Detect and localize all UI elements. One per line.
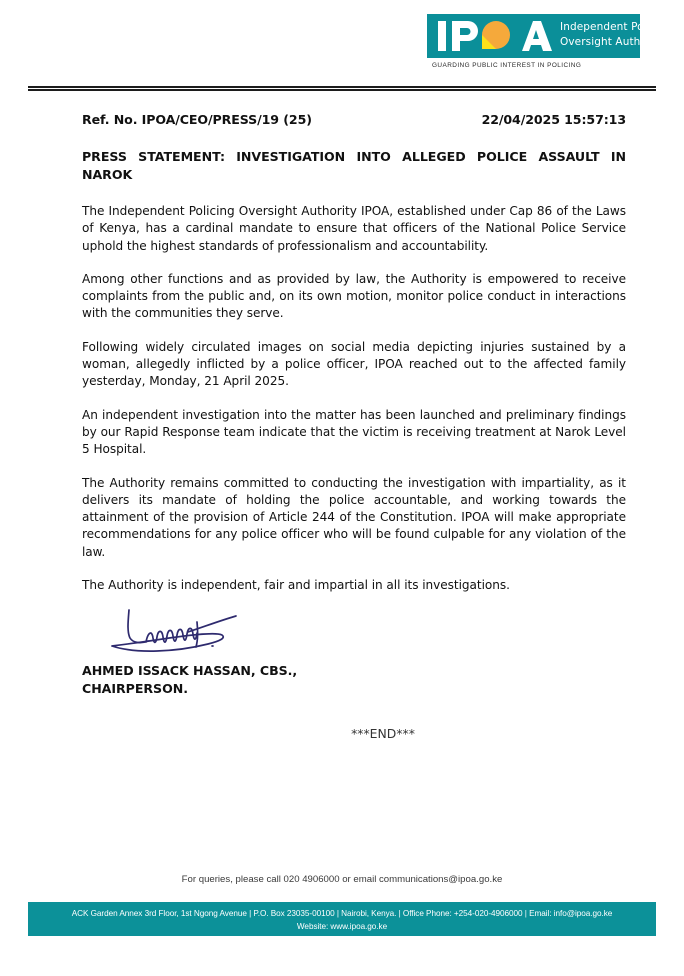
reference-line [82,112,626,127]
body-paragraph: The Independent Policing Oversight Authority IPOA, established under Cap 86 of the Laws of Kenya, has a cardinal mandate to ensure that officers of the National Police Service uphold the highest standards of professionalism and accountability. [82,204,626,253]
document-header [0,0,684,80]
body-paragraph: Among other functions and as provided by law, the Authority is empowered to receive complaints from the public and, on its own motion, monitor police conduct in interactions with the communities they serve. [82,271,626,321]
body-paragraph: The Authority is independent, fair and impartial in all its investigations. [82,578,510,593]
footer-queries-line: For queries, please call 020 4906000 or email communications@ipoa.go.ke [181,874,503,885]
reference-number: Ref. No. IPOA/CEO/PRESS/19 (25) [82,112,312,127]
footer-address-line: ACK Garden Annex 3rd Floor, 1st Ngong Avenue | P.O. Box 23035-00100 | Nairobi, Kenya. | Office Phone: +254-020-4906000 | Email: info@ipoa.go.ke [71,909,613,918]
divider-line-bottom [28,89,656,91]
end-marker: ***END*** [351,726,415,741]
logo-name-line-2: Oversight Authority [560,36,665,48]
logo-name-line-1: Independent Policing [560,21,673,33]
document-body [82,112,626,610]
logo-tagline: GUARDING PUBLIC INTEREST IN POLICING [432,62,582,69]
body-paragraph: An independent investigation into the matter has been launched and preliminary findings by our Rapid Response team indicate that the victim is receiving treatment at Narok Level 5 Hospital. [82,407,626,457]
handwritten-signature-icon [96,602,296,658]
ipoa-logo [427,14,673,76]
signer-name: AHMED ISSACK HASSAN, CBS., [82,663,298,678]
signer-title: CHAIRPERSON. [82,681,188,696]
signer-name-block [82,662,626,698]
divider-line-top [28,86,656,88]
body-paragraph: The Authority remains committed to conducting the investigation with impartiality, as it delivers its mandate of holding the police accountable, and working towards the attainment of the provision of Article 244 of the Constitution. IPOA will make appropriate recommendations for any police officer who will be found culpable for any violation of the law. [82,475,626,559]
ipoa-logo-mark-icon [436,18,558,54]
signature-block [82,602,626,741]
footer-contact-bar [28,902,656,936]
page-title: PRESS STATEMENT: INVESTIGATION INTO ALLEGED POLICE ASSAULT IN NAROK [82,149,626,182]
header-divider [28,86,656,91]
footer-website-line: Website: www.ipoa.go.ke [296,922,388,931]
logo-wordmark [560,20,673,50]
document-timestamp: 22/04/2025 15:57:13 [481,112,626,127]
body-paragraph: Following widely circulated images on social media depicting injuries sustained by a woman, allegedly inflicted by a police officer, IPOA reached out to the affected family yesterday, Monday, 21 April 2025. [82,339,626,389]
